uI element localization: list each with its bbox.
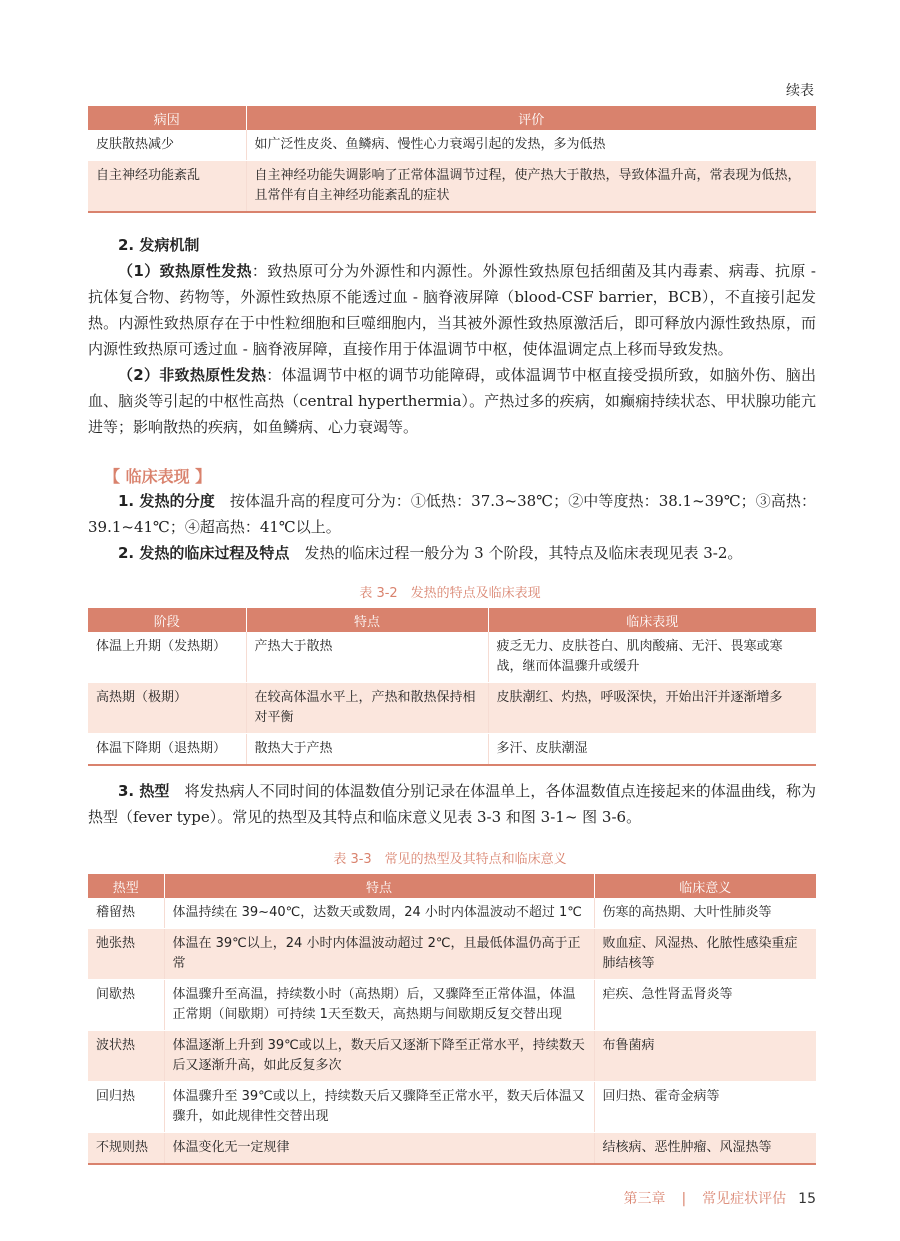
clinical-para-1 <box>88 488 816 540</box>
header-significance: 临床意义 <box>594 874 816 898</box>
cell-feature: 在较高体温水平上，产热和散热保持相对平衡 <box>246 683 488 734</box>
mechanism-p1-label: （1）致热原性发热 <box>118 262 252 280</box>
header-evaluation: 评价 <box>246 106 816 130</box>
table-row <box>88 1133 816 1165</box>
cell-feature: 体温变化无一定规律 <box>164 1133 594 1165</box>
header-feature: 特点 <box>164 874 594 898</box>
cell-stage: 体温上升期（发热期） <box>88 632 246 683</box>
header-manifestation: 临床表现 <box>488 608 816 632</box>
table-row <box>88 683 816 734</box>
table-row <box>88 632 816 683</box>
cell-feature: 体温逐渐上升到 39℃或以上，数天后又逐渐下降至正常水平，持续数天后又逐渐升高，如此反复多次 <box>164 1031 594 1082</box>
fever-type-label: 3. 热型 <box>118 782 170 800</box>
cell-significance: 布鲁菌病 <box>594 1031 816 1082</box>
section-title-clinical: 【 临床表现 】 <box>104 467 212 486</box>
table-row <box>88 929 816 980</box>
mechanism-p1-text: ：致热原可分为外源性和内源性。外源性致热原包括细菌及其内毒素、病毒、抗原 - 抗体复合物、药物等，外源性致热原不能透过血 - 脑脊液屏障（blood-CSF barrier，BCB），不直接引起发热。内源性致热原存在于中性粒细胞和巨噬细胞内，当其被外源性致热原激活后，即可释放内源性致热原，而内源性致热原可透过血 - 脑脊液屏障，直接作用于体温调节中枢，使体温调定点上移而导致发热。 <box>88 262 816 358</box>
table-row <box>88 161 816 213</box>
clinical-p1-text: 按体温升高的程度可分为：①低热：37.3~38℃；②中等度热：38.1~39℃；③高热：39.1~41℃；④超高热：41℃以上。 <box>88 492 816 536</box>
clinical-block <box>88 488 816 566</box>
cell-significance: 败血症、风湿热、化脓性感染重症肺结核等 <box>594 929 816 980</box>
cell-cause: 自主神经功能紊乱 <box>88 161 246 213</box>
footer-title: 常见症状评估 <box>702 1191 787 1207</box>
cell-fever-type: 波状热 <box>88 1031 164 1082</box>
mechanism-heading: 2. 发病机制 <box>118 236 200 254</box>
cell-manifestation: 皮肤潮红、灼热，呼吸深快，开始出汗并逐渐增多 <box>488 683 816 734</box>
cell-fever-type: 稽留热 <box>88 898 164 929</box>
cell-manifestation: 多汗、皮肤潮湿 <box>488 734 816 766</box>
page-footer <box>623 1188 816 1208</box>
cell-stage: 高热期（极期） <box>88 683 246 734</box>
cell-cause: 皮肤散热减少 <box>88 130 246 161</box>
cell-feature: 体温骤升至 39℃或以上，持续数天后又骤降至正常水平，数天后体温又骤升，如此规律性交替出现 <box>164 1082 594 1133</box>
footer-chapter: 第三章 <box>623 1191 666 1207</box>
cell-manifestation: 疲乏无力、皮肤苍白、肌肉酸痛、无汗、畏寒或寒战，继而体温骤升或缓升 <box>488 632 816 683</box>
cell-feature: 体温持续在 39~40℃，达数天或数周，24 小时内体温波动不超过 1℃ <box>164 898 594 929</box>
header-cause: 病因 <box>88 106 246 130</box>
cell-feature: 散热大于产热 <box>246 734 488 766</box>
table-row <box>88 1031 816 1082</box>
cell-fever-type: 间歇热 <box>88 980 164 1031</box>
mechanism-p2-label: （2）非致热原性发热 <box>118 366 267 384</box>
header-fever-type: 热型 <box>88 874 164 898</box>
cell-significance: 伤寒的高热期、大叶性肺炎等 <box>594 898 816 929</box>
caption-table-3-2: 表 3-2 发热的特点及临床表现 <box>359 586 541 601</box>
cell-fever-type: 不规则热 <box>88 1133 164 1165</box>
footer-separator: | <box>681 1191 687 1207</box>
table-3-2 <box>88 608 816 766</box>
mechanism-para-2 <box>88 362 816 440</box>
caption-table-3-3: 表 3-3 常见的热型及其特点和临床意义 <box>333 852 567 867</box>
clinical-p1-label: 1. 发热的分度 <box>118 492 215 510</box>
cell-feature: 体温在 39℃以上，24 小时内体温波动超过 2℃，且最低体温仍高于正常 <box>164 929 594 980</box>
table-row <box>88 1082 816 1133</box>
cell-evaluation: 自主神经功能失调影响了正常体温调节过程，使产热大于散热，导致体温升高，常表现为低热，且常伴有自主神经功能紊乱的症状 <box>246 161 816 213</box>
clinical-p2-label: 2. 发热的临床过程及特点 <box>118 544 290 562</box>
cell-significance: 疟疾、急性肾盂肾炎等 <box>594 980 816 1031</box>
cell-significance: 结核病、恶性肿瘤、风湿热等 <box>594 1133 816 1165</box>
table-row <box>88 898 816 929</box>
cell-fever-type: 回归热 <box>88 1082 164 1133</box>
table-row <box>88 734 816 766</box>
table-row <box>88 130 816 161</box>
page-number: 15 <box>798 1191 816 1207</box>
clinical-para-2 <box>88 540 816 566</box>
continued-label: 续表 <box>786 83 814 99</box>
clinical-p2-text: 发热的临床过程一般分为 3 个阶段，其特点及临床表现见表 3-2。 <box>289 544 743 562</box>
cell-fever-type: 弛张热 <box>88 929 164 980</box>
cell-stage: 体温下降期（退热期） <box>88 734 246 766</box>
cell-significance: 回归热、霍奇金病等 <box>594 1082 816 1133</box>
header-stage: 阶段 <box>88 608 246 632</box>
cell-feature: 产热大于散热 <box>246 632 488 683</box>
mechanism-para-1 <box>88 258 816 362</box>
table-row <box>88 980 816 1031</box>
table-causes-continued <box>88 106 816 213</box>
mechanism-block <box>88 232 816 440</box>
cell-evaluation: 如广泛性皮炎、鱼鳞病、慢性心力衰竭引起的发热，多为低热 <box>246 130 816 161</box>
header-feature: 特点 <box>246 608 488 632</box>
fever-type-text: 将发热病人不同时间的体温数值分别记录在体温单上，各体温数值点连接起来的体温曲线，称为热型（fever type）。常见的热型及其特点和临床意义见表 3-3 和图 3-1~ 图 3-6。 <box>88 782 816 826</box>
mechanism-p2-text: ：体温调节中枢的调节功能障碍，或体温调节中枢直接受损所致，如脑外伤、脑出血、脑炎等引起的中枢性高热（central hyperthermia）。产热过多的疾病，如癫痫持续状态、甲状腺功能亢进等；影响散热的疾病，如鱼鳞病、心力衰竭等。 <box>88 366 816 436</box>
cell-feature: 体温骤升至高温，持续数小时（高热期）后，又骤降至正常体温，体温正常期（间歇期）可持续 1天至数天，高热期与间歇期反复交替出现 <box>164 980 594 1031</box>
fever-type-para <box>88 778 816 830</box>
table-3-3 <box>88 874 816 1165</box>
